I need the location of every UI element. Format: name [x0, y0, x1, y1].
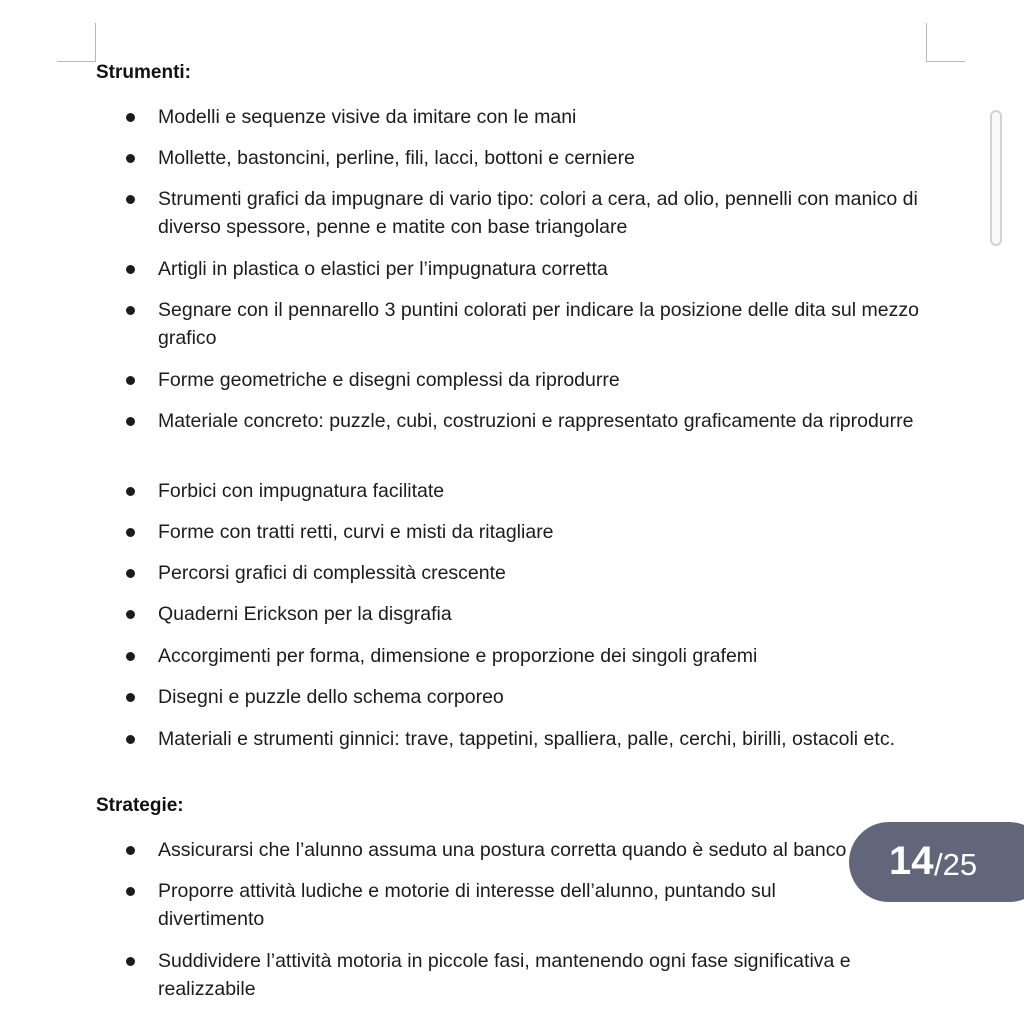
bullet-icon: [126, 265, 135, 274]
list-item-text: Forme con tratti retti, curvi e misti da ritagliare: [158, 521, 554, 543]
list-item-text: Forbici con impugnatura facilitate: [158, 480, 445, 502]
list-item-text: Mollette, bastoncini, perline, fili, lacci, bottoni e cerniere: [158, 147, 635, 169]
bullet-icon: [126, 693, 135, 702]
list-item-text: Percorsi grafici di complessità crescente: [158, 562, 506, 584]
list-item-text: Artigli in plastica o elastici per l’impugnatura corretta: [158, 258, 608, 280]
bullet-icon: [126, 376, 135, 385]
section-heading-strategie: Strategie:: [96, 795, 184, 816]
bullet-icon: [126, 417, 135, 426]
section-heading-strumenti: Strumenti:: [96, 62, 191, 83]
bullet-icon: [126, 195, 135, 204]
list-item-text: Strumenti grafici da impugnare di vario tipo: colori a cera, ad olio, pennelli con manico di diverso spessore, penne e matite con base triangolare: [158, 188, 918, 238]
bullet-icon: [126, 569, 135, 578]
list-item-text: Accorgimenti per forma, dimensione e proporzione dei singoli grafemi: [158, 645, 758, 667]
total-pages: /25: [934, 847, 978, 882]
list-item-text: Segnare con il pennarello 3 puntini colorati per indicare la posizione delle dita sul mezzo grafico: [158, 299, 919, 349]
list-item-text: Assicurarsi che l’alunno assuma una postura corretta quando è seduto al banco: [158, 839, 847, 861]
bullet-icon: [126, 846, 135, 855]
bullet-icon: [126, 528, 135, 537]
list-item-text: Forme geometriche e disegni complessi da riprodurre: [158, 369, 620, 391]
bullet-icon: [126, 487, 135, 496]
list-item-text: Modelli e sequenze visive da imitare con le mani: [158, 106, 577, 128]
bullet-icon: [126, 306, 135, 315]
bullet-icon: [126, 957, 135, 966]
vertical-scrollbar[interactable]: [990, 110, 1002, 246]
page-indicator: [849, 822, 1024, 902]
bullet-icon: [126, 652, 135, 661]
current-page-number: 14: [889, 839, 934, 883]
page-corner-mark-top-left: [57, 23, 96, 62]
bullet-icon: [126, 154, 135, 163]
bullet-icon: [126, 735, 135, 744]
list-item-text: Disegni e puzzle dello schema corporeo: [158, 686, 504, 708]
list-item-text: Materiale concreto: puzzle, cubi, costruzioni e rappresentato graficamente da riprodurre: [158, 410, 914, 432]
bullet-icon: [126, 887, 135, 896]
list-item-text: Quaderni Erickson per la disgrafia: [158, 603, 452, 625]
bullet-icon: [126, 113, 135, 122]
page-corner-mark-top-right: [926, 23, 965, 62]
list-item-text: Materiali e strumenti ginnici: trave, tappetini, spalliera, palle, cerchi, birilli, ostacoli etc.: [158, 728, 895, 750]
list-item-text: Suddividere l’attività motoria in piccole fasi, mantenendo ogni fase significativa e realizzabile: [158, 950, 851, 1000]
bullet-icon: [126, 610, 135, 619]
list-item-text: Proporre attività ludiche e motorie di interesse dell’alunno, puntando sul divertimento: [158, 880, 776, 930]
